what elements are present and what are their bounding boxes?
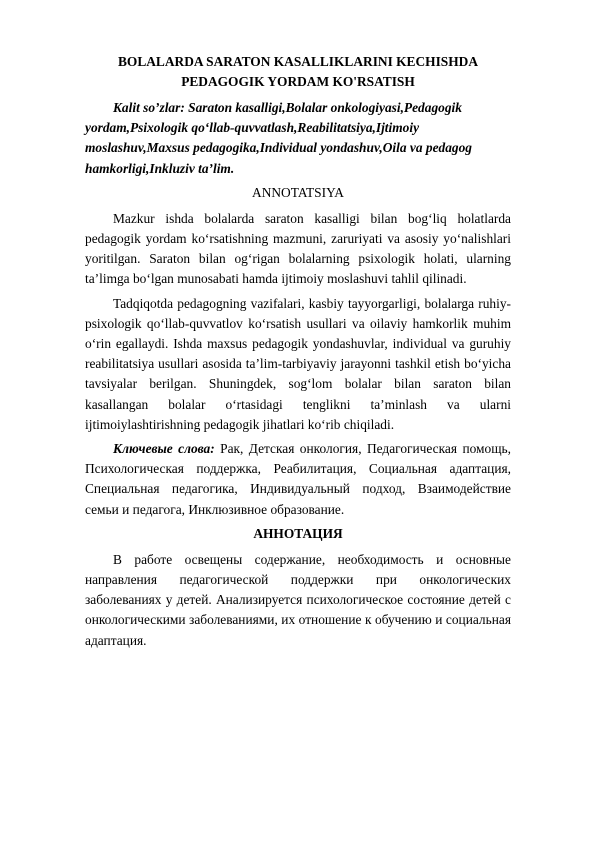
title-line-2: PEDAGOGIK YORDAM KO'RSATISH [181, 74, 415, 89]
annotation-uz-paragraph-1: Mazkur ishda bolalarda saraton kasalligi bilan bog‘liq holatlarda pedagogik yordam ko‘rsatishning mazmuni, zaruriyati va asosiy yo‘nalishlari yoritilgan. Saraton bilan og‘rigan bolalarning psixologik holati, ularning ta’limga bo‘lgan munosabati hamda ijtimoiy moslashuvi tahlil qilinadi. [85, 210, 511, 287]
keywords-ru [85, 439, 511, 520]
annotation-uz-paragraph-2: Tadqiqotda pedagogning vazifalari, kasbiy tayyorgarligi, bolalarga ruhiy-psixologik qo‘llab-quvvatlov ko‘rsatish usullari va oilaviy hamkorlik muhim o‘rin egallaydi. Ishda maxsus pedagogik yondashuvlar, individual va guruhiy reabilitatsiya usullari asosida ta’lim-tarbiyaviy jarayonni tashkil etish bo‘yicha tavsiyalar berilgan. Shuningdek, sog‘lom bolalar bilan saraton bilan kasallangan bolalar o‘rtasidagi tenglikni ta’minlash va ularni ijtimoiylashtirishning pedagogik jihatlari ko‘rib chiqiladi. [85, 295, 511, 432]
keywords-ru-text: Рак, Детская онкология, Педагогическая помощь, Психологическая поддержка, Реабилитация, Социальная адаптация, Специальная педагогика, Индивидуальный подход, Взаимодействие семьи и педагога, Инклюзивное образование. [85, 441, 511, 517]
paper-title [85, 52, 511, 92]
annotation-uz-heading: ANNOTATSIYA [252, 184, 344, 200]
keywords-ru-label: Ключевые слова: [113, 441, 215, 457]
title-line-1: BOLALARDA SARATON KASALLIKLARINI KECHISHDA [117, 54, 478, 69]
document-page [85, 52, 511, 655]
annotation-ru-heading: АННОТАЦИЯ [253, 525, 343, 541]
keywords-uz: Kalit so’zlar: Saraton kasalligi,Bolalar onkologiyasi,Pedagogik yordam,Psixologik qo‘llab-quvvatlash,Reabilitatsiya,Ijtimoiy moslashuv,Maxsus pedagogika,Individual yondashuv,Oila va pedagog hamkorligi,Inkluziv ta’lim. [85, 100, 473, 176]
annotation-ru-paragraph-1: В работе освещены содержание, необходимость и основные направления педагогической поддержки при онкологических заболеваниях у детей. Анализируется психологическое состояние детей с онкологическими заболеваниями, их отношение к обучению и социальная адаптация. [85, 551, 511, 648]
